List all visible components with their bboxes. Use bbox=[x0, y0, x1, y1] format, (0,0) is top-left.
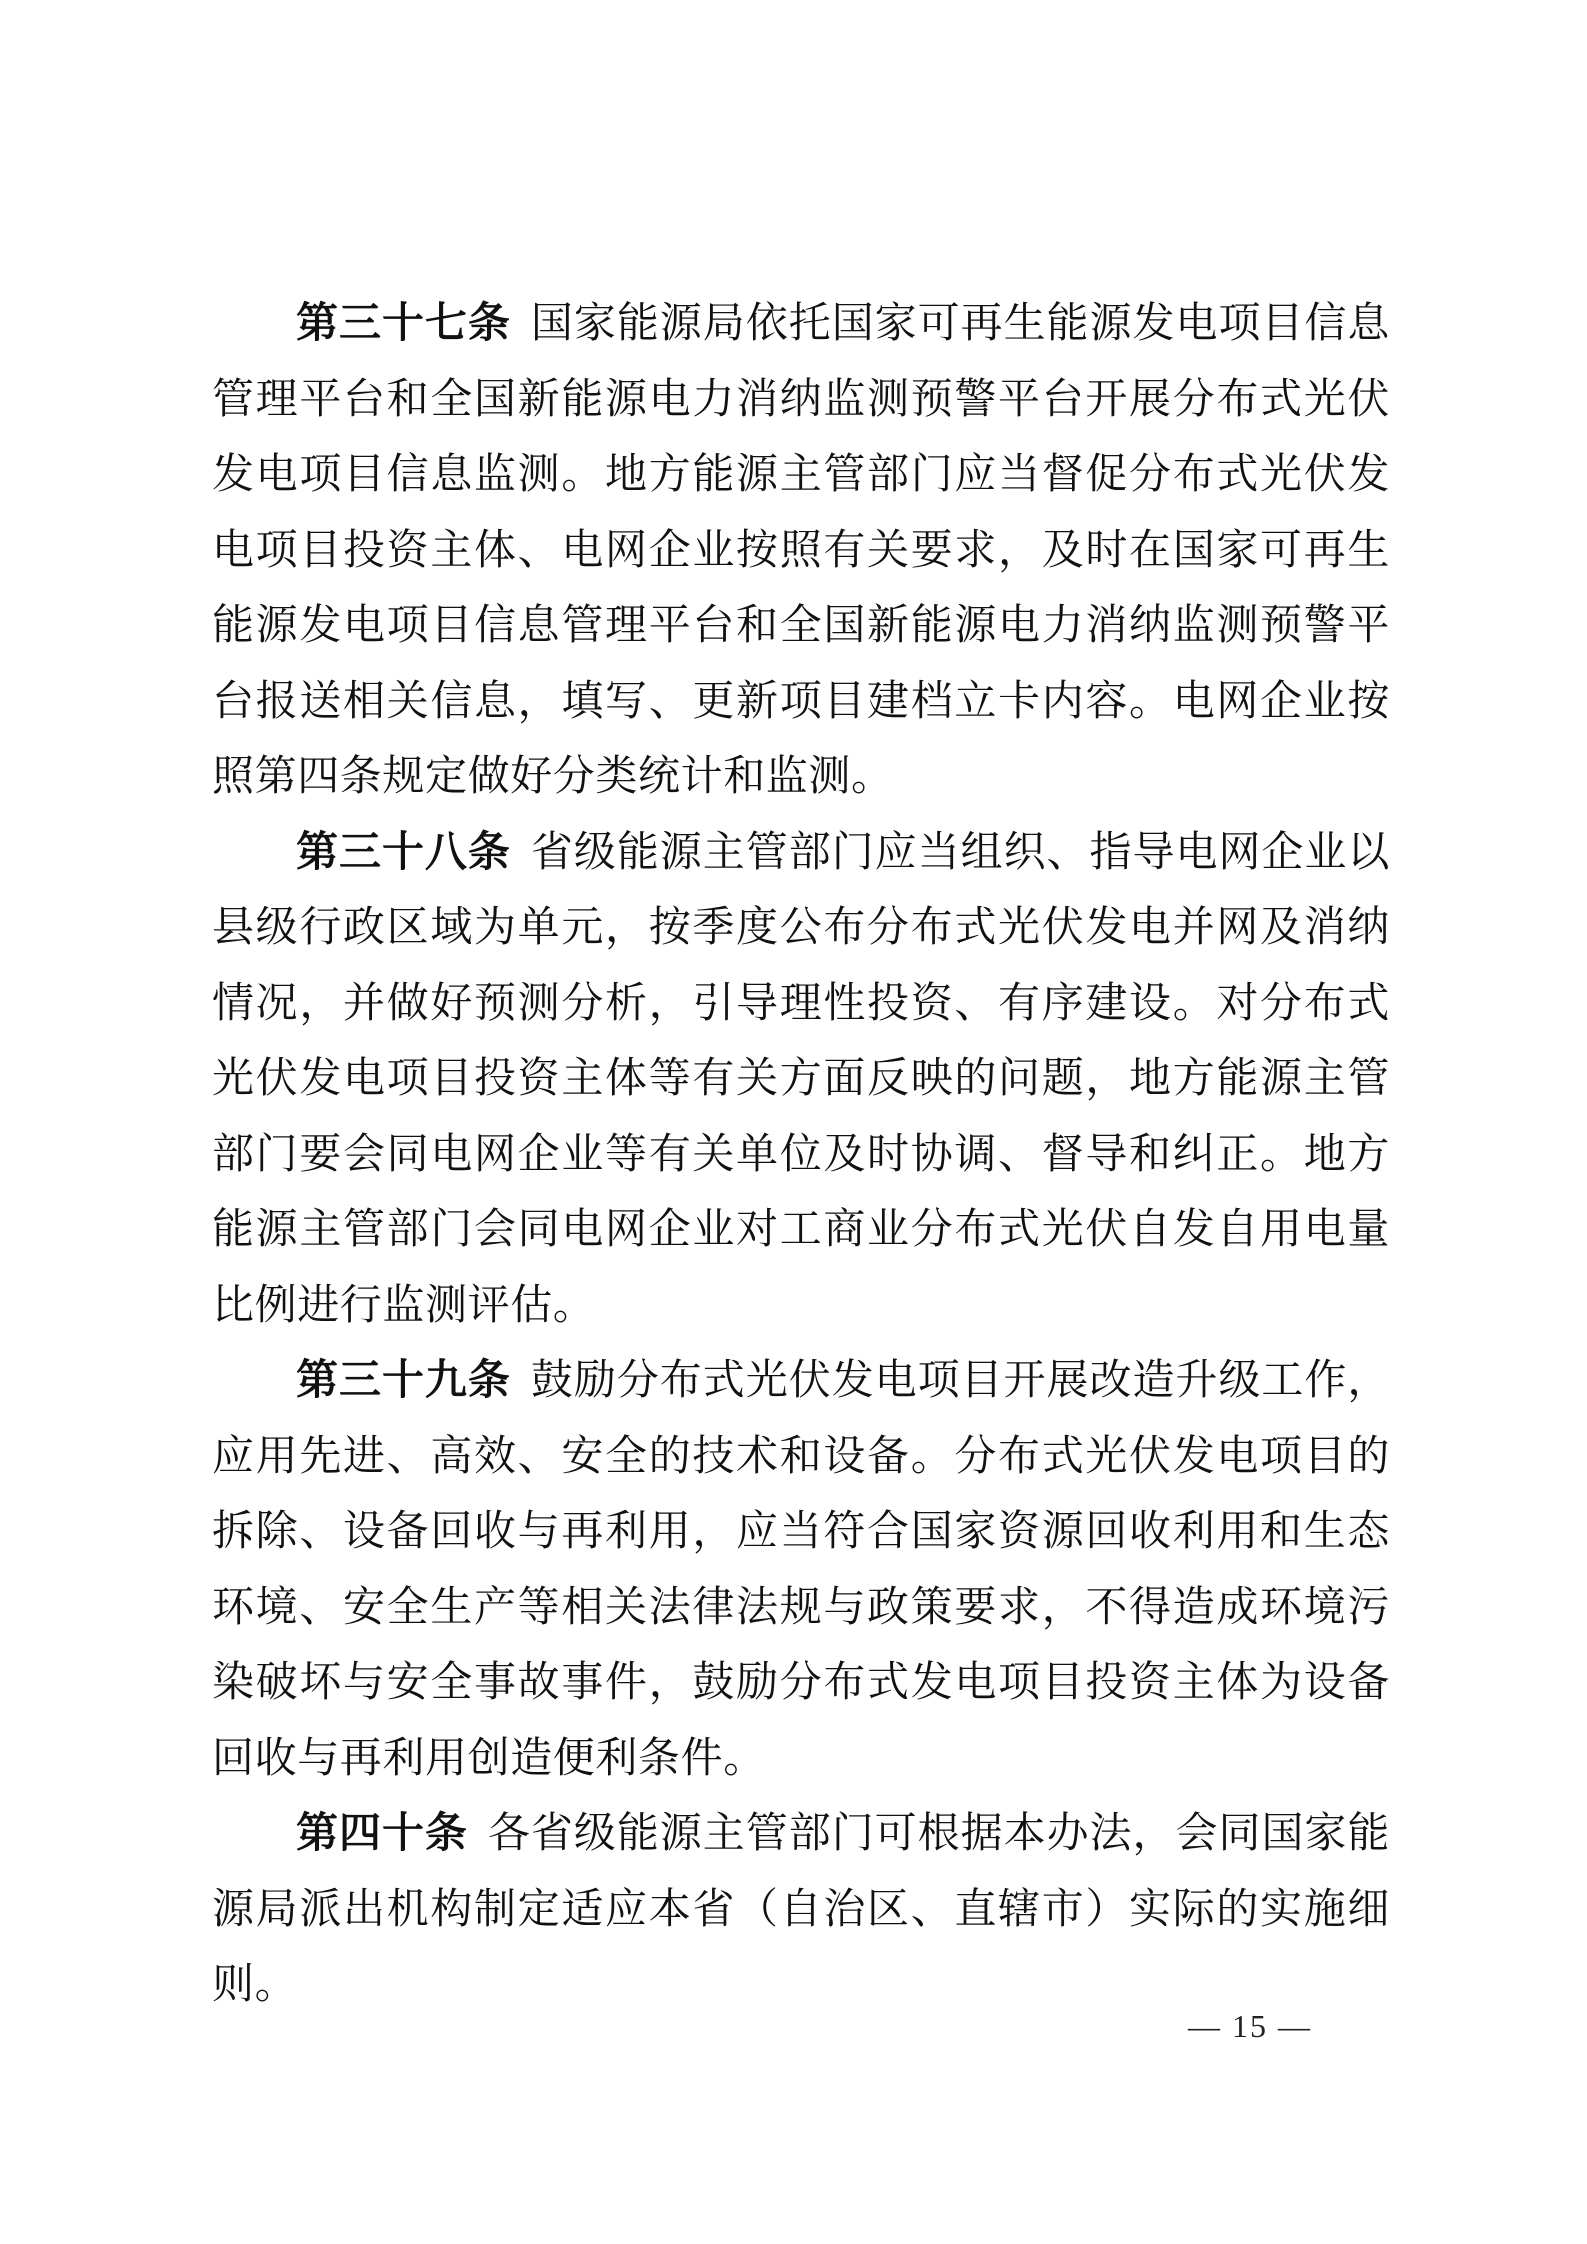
article-number: 第三十八条 bbox=[296, 826, 511, 876]
article-text: 省级能源主管部门应当组织、指导电网企业以县级行政区域为单元，按季度公布分布式光伏发电并网及消纳情况，并做好预测分析，引导理性投资、有序建设。对分布式光伏发电项目投资主体等有关方面反映的问题，地方能源主管部门要会同电网企业等有关单位及时协调、督导和纠正。地方能源主管部门会同电网企业对工商业分布式光伏自发自用电量比例进行监测评估。 bbox=[212, 826, 1390, 1329]
page-number: — 15 — bbox=[1188, 2008, 1312, 2044]
article-39 bbox=[212, 1342, 1390, 1795]
article-text: 各省级能源主管部门可根据本办法，会同国家能源局派出机构制定适应本省（自治区、直辖市）实际的实施细则。 bbox=[212, 1808, 1390, 2008]
article-text: 鼓励分布式光伏发电项目开展改造升级工作，应用先进、高效、安全的技术和设备。分布式光伏发电项目的拆除、设备回收与再利用，应当符合国家资源回收利用和生态环境、安全生产等相关法律法规与政策要求，不得造成环境污染破坏与安全事故事件，鼓励分布式发电项目投资主体为设备回收与再利用创造便利条件。 bbox=[212, 1355, 1390, 1782]
article-number: 第三十九条 bbox=[296, 1355, 511, 1404]
article-number: 第四十条 bbox=[296, 1808, 468, 1857]
article-text: 国家能源局依托国家可再生能源发电项目信息管理平台和全国新能源电力消纳监测预警平台开展分布式光伏发电项目信息监测。地方能源主管部门应当督促分布式光伏发电项目投资主体、电网企业按照有关要求，及时在国家可再生能源发电项目信息管理平台和全国新能源电力消纳监测预警平台报送相关信息，填写、更新项目建档立卡内容。电网企业按照第四条规定做好分类统计和监测。 bbox=[212, 298, 1390, 800]
article-number: 第三十七条 bbox=[296, 298, 511, 347]
article-38 bbox=[212, 814, 1390, 1343]
article-37 bbox=[212, 285, 1390, 814]
article-40 bbox=[212, 1795, 1390, 2022]
document-body bbox=[212, 285, 1390, 2022]
